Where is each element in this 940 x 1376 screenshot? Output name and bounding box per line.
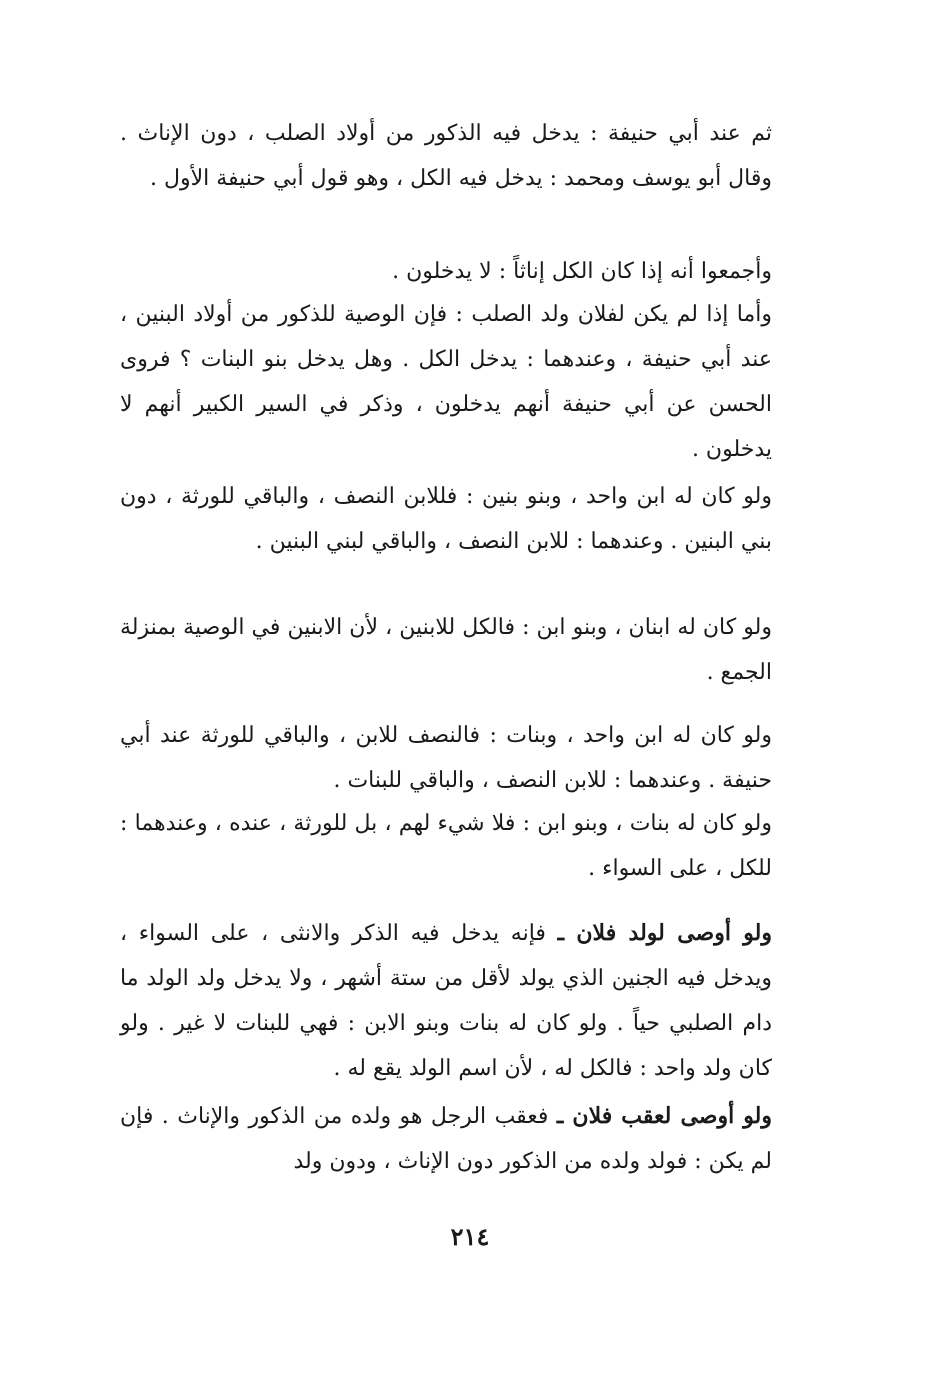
paragraph-9 — [120, 1094, 772, 1184]
paragraph-4: ولو كان له ابن واحد ، وبنو بنين : فللابن النصف ، والباقي للورثة ، دون بني البنين . وعندهما : للابن النصف ، والباقي لبني البنين . — [120, 484, 772, 554]
paragraph-5: ولو كان له ابنان ، وبنو ابن : فالكل للابنين ، لأن الابنين في الوصية بمنزلة الجمع . — [120, 615, 772, 685]
paragraph-7: ولو كان له بنات ، وبنو ابن : فلا شيء لهم ، بل للورثة ، عنده ، وعندهما : للكل ، على السواء . — [120, 811, 772, 881]
paragraph-3: وأما إذا لم يكن لفلان ولد الصلب : فإن الوصية للذكور من أولاد البنين ، عند أبي حنيفة ، وعندهما : يدخل الكل . وهل يدخل بنو البنات ؟ فروى الحسن عن أبي حنيفة أنهم يدخلون ، وذكر في السير الكبير أنهم لا يدخلون . — [120, 302, 772, 462]
section-text-child: فإنه يدخل فيه الذكر والانثى ، على السواء ، ويدخل فيه الجنين الذي يولد لأقل من ستة أشهر ، ولا يدخل ولد الولد ما دام الصلبي حياً . ولو كان له بنات وبنو الابن : فهي للبنات لا غير . ولو كان ولد واحد : فالكل له ، لأن اسم الولد يقع له . — [120, 921, 772, 1081]
paragraph-1: ثم عند أبي حنيفة : يدخل فيه الذكور من أولاد الصلب ، دون الإناث . وقال أبو يوسف ومحمد : يدخل فيه الكل ، وهو قول أبي حنيفة الأول . — [120, 121, 772, 191]
section-heading-child: ولو أوصى لولد فلان ـ — [557, 920, 772, 946]
section-text-posterity: فعقب الرجل هو ولده من الذكور والإناث . فإن لم يكن : فولد ولده من الذكور دون الإناث ، ودون ولد — [120, 1104, 772, 1174]
page-number: ٢١٤ — [450, 1222, 490, 1251]
paragraph-8 — [120, 911, 772, 1091]
paragraph-2: وأجمعوا أنه إذا كان الكل إناثاً : لا يدخلون . — [392, 259, 772, 284]
section-heading-posterity: ولو أوصى لعقب فلان ـ — [556, 1103, 772, 1129]
paragraph-6: ولو كان له ابن واحد ، وبنات : فالنصف للابن ، والباقي للورثة عند أبي حنيفة . وعندهما : للابن النصف ، والباقي للبنات . — [120, 723, 772, 793]
